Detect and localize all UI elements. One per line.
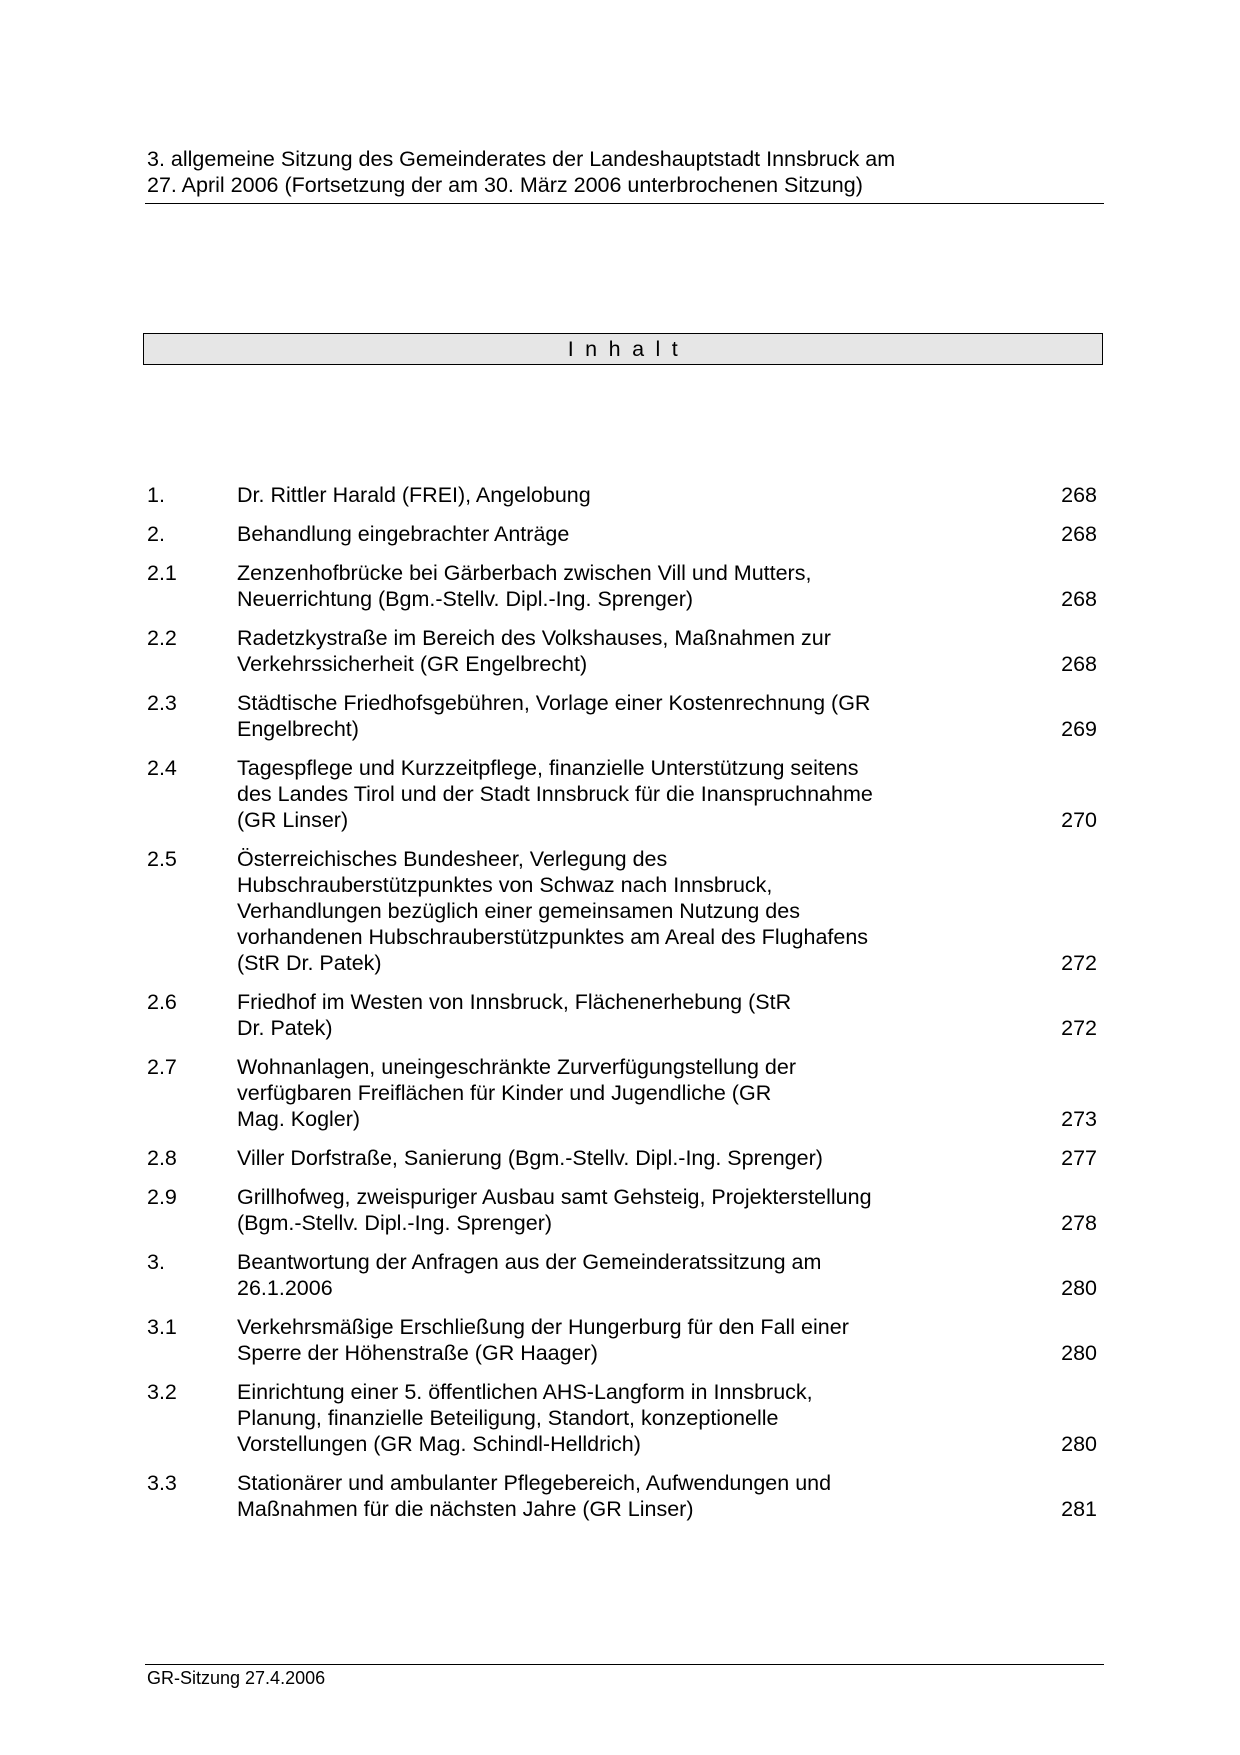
- toc-entry: [147, 1249, 1097, 1301]
- toc-entry-title: [237, 1145, 957, 1171]
- toc-entry-page: 272: [1061, 1016, 1097, 1040]
- toc-entry-title-line: Städtische Friedhofsgebühren, Vorlage einer Kostenrechnung (GR: [237, 691, 871, 715]
- toc-entry-title-line: Verkehrsmäßige Erschließung der Hungerburg für den Fall einer: [237, 1315, 849, 1339]
- toc-entry-title-line: (Bgm.-Stellv. Dipl.-Ing. Sprenger): [237, 1211, 553, 1235]
- toc-entry-title-line: Verhandlungen bezüglich einer gemeinsamen Nutzung des: [237, 899, 800, 923]
- toc-entry-title-line: Grillhofweg, zweispuriger Ausbau samt Gehsteig, Projekterstellung: [237, 1185, 872, 1209]
- toc-entry: [147, 1379, 1097, 1457]
- toc-entry-number: 2.3: [147, 691, 177, 715]
- toc-entry-page: 272: [1061, 951, 1097, 975]
- header-line-2: 27. April 2006 (Fortsetzung der am 30. März 2006 unterbrochenen Sitzung): [147, 173, 863, 197]
- toc-entry-number: 2.9: [147, 1185, 177, 1209]
- document-header: [147, 146, 1107, 198]
- toc-entry-title-line: Tagespflege und Kurzzeitpflege, finanzielle Unterstützung seitens: [237, 756, 859, 780]
- toc-entry-page: 277: [1061, 1146, 1097, 1170]
- contents-title: Inhalt: [567, 336, 690, 361]
- toc-entry-title-line: 26.1.2006: [237, 1276, 333, 1300]
- toc-entry-number: 2.5: [147, 847, 177, 871]
- toc-entry-number: 2.4: [147, 756, 177, 780]
- toc-entry-title: [237, 1379, 957, 1457]
- toc-entry-title: [237, 690, 957, 742]
- toc-entry: [147, 1184, 1097, 1236]
- toc-entry-page: 280: [1061, 1341, 1097, 1365]
- toc-entry-title-line: Dr. Patek): [237, 1016, 333, 1040]
- toc-entry-title-line: verfügbaren Freiflächen für Kinder und Jugendliche (GR: [237, 1081, 772, 1105]
- header-divider: [145, 203, 1104, 204]
- toc-entry-number: 2.1: [147, 561, 177, 585]
- toc-entry-title: [237, 1314, 957, 1366]
- toc-entry-title: [237, 521, 957, 547]
- toc-entry: [147, 1054, 1097, 1132]
- contents-title-box: [143, 333, 1103, 365]
- toc-entry-title-line: Viller Dorfstraße, Sanierung (Bgm.-Stellv. Dipl.-Ing. Sprenger): [237, 1146, 823, 1170]
- toc-entry-title-line: Österreichisches Bundesheer, Verlegung des: [237, 847, 668, 871]
- toc-entry-title-line: Mag. Kogler): [237, 1107, 361, 1131]
- toc-entry-number: 2.6: [147, 990, 177, 1014]
- toc-entry-title-line: Dr. Rittler Harald (FREI), Angelobung: [237, 483, 591, 507]
- toc-entry-title-line: Beantwortung der Anfragen aus der Gemeinderatssitzung am: [237, 1250, 822, 1274]
- toc-entry: [147, 482, 1097, 508]
- toc-entry-title: [237, 1470, 957, 1522]
- toc-entry-title: [237, 1249, 957, 1301]
- toc-entry-title: [237, 846, 957, 976]
- toc-entry-title-line: (GR Linser): [237, 808, 349, 832]
- toc-entry-page: 278: [1061, 1211, 1097, 1235]
- toc-entry-page: 273: [1061, 1107, 1097, 1131]
- toc-entry: [147, 560, 1097, 612]
- toc-entry-title: [237, 1184, 957, 1236]
- toc-entry-title-line: Sperre der Höhenstraße (GR Haager): [237, 1341, 598, 1365]
- toc-entry-title-line: Verkehrssicherheit (GR Engelbrecht): [237, 652, 588, 676]
- toc-entry-title-line: Maßnahmen für die nächsten Jahre (GR Linser): [237, 1497, 694, 1521]
- table-of-contents: [147, 482, 1097, 1535]
- header-line-1: 3. allgemeine Sitzung des Gemeinderates der Landeshauptstadt Innsbruck am: [147, 147, 896, 171]
- toc-entry-number: 3.: [147, 1250, 165, 1274]
- toc-entry-title-line: vorhandenen Hubschrauberstützpunktes am Areal des Flughafens: [237, 925, 869, 949]
- toc-entry-number: 3.1: [147, 1315, 177, 1339]
- toc-entry-title: [237, 560, 957, 612]
- toc-entry-page: 270: [1061, 808, 1097, 832]
- footer-divider: [145, 1664, 1104, 1665]
- toc-entry-number: 3.3: [147, 1471, 177, 1495]
- toc-entry-page: 268: [1061, 652, 1097, 676]
- toc-entry: [147, 989, 1097, 1041]
- toc-entry-page: 280: [1061, 1432, 1097, 1456]
- toc-entry: [147, 846, 1097, 976]
- toc-entry-number: 2.8: [147, 1146, 177, 1170]
- toc-entry-title-line: Behandlung eingebrachter Anträge: [237, 522, 570, 546]
- toc-entry-title-line: Friedhof im Westen von Innsbruck, Flächenerhebung (StR: [237, 990, 792, 1014]
- toc-entry-title-line: Wohnanlagen, uneingeschränkte Zurverfügungstellung der: [237, 1055, 796, 1079]
- toc-entry-title-line: Engelbrecht): [237, 717, 359, 741]
- toc-entry-title: [237, 1054, 957, 1132]
- toc-entry-title-line: Einrichtung einer 5. öffentlichen AHS-Langform in Innsbruck,: [237, 1380, 813, 1404]
- toc-entry-number: 1.: [147, 483, 165, 507]
- toc-entry-title: [237, 482, 957, 508]
- toc-entry-title: [237, 625, 957, 677]
- toc-entry-page: 268: [1061, 587, 1097, 611]
- toc-entry: [147, 1314, 1097, 1366]
- toc-entry: [147, 521, 1097, 547]
- toc-entry-number: 2.2: [147, 626, 177, 650]
- toc-entry-title-line: des Landes Tirol und der Stadt Innsbruck für die Inanspruchnahme: [237, 782, 873, 806]
- page-footer: GR-Sitzung 27.4.2006: [147, 1668, 326, 1688]
- toc-entry: [147, 755, 1097, 833]
- toc-entry: [147, 690, 1097, 742]
- toc-entry-title-line: Stationärer und ambulanter Pflegebereich, Aufwendungen und: [237, 1471, 832, 1495]
- toc-entry-page: 281: [1061, 1497, 1097, 1521]
- toc-entry-number: 3.2: [147, 1380, 177, 1404]
- toc-entry: [147, 1470, 1097, 1522]
- toc-entry-page: 268: [1061, 483, 1097, 507]
- toc-entry-title-line: Hubschrauberstützpunktes von Schwaz nach Innsbruck,: [237, 873, 773, 897]
- toc-entry-title-line: (StR Dr. Patek): [237, 951, 382, 975]
- toc-entry-page: 280: [1061, 1276, 1097, 1300]
- toc-entry-title-line: Neuerrichtung (Bgm.-Stellv. Dipl.-Ing. Sprenger): [237, 587, 694, 611]
- toc-entry-title: [237, 989, 957, 1041]
- toc-entry-title: [237, 755, 957, 833]
- toc-entry-title-line: Zenzenhofbrücke bei Gärberbach zwischen Vill und Mutters,: [237, 561, 812, 585]
- toc-entry-number: 2.7: [147, 1055, 177, 1079]
- toc-entry-title-line: Planung, finanzielle Beteiligung, Standort, konzeptionelle: [237, 1406, 779, 1430]
- toc-entry-title-line: Vorstellungen (GR Mag. Schindl-Helldrich): [237, 1432, 641, 1456]
- toc-entry: [147, 625, 1097, 677]
- toc-entry-page: 269: [1061, 717, 1097, 741]
- toc-entry-title-line: Radetzkystraße im Bereich des Volkshauses, Maßnahmen zur: [237, 626, 831, 650]
- toc-entry: [147, 1145, 1097, 1171]
- toc-entry-page: 268: [1061, 522, 1097, 546]
- toc-entry-number: 2.: [147, 522, 165, 546]
